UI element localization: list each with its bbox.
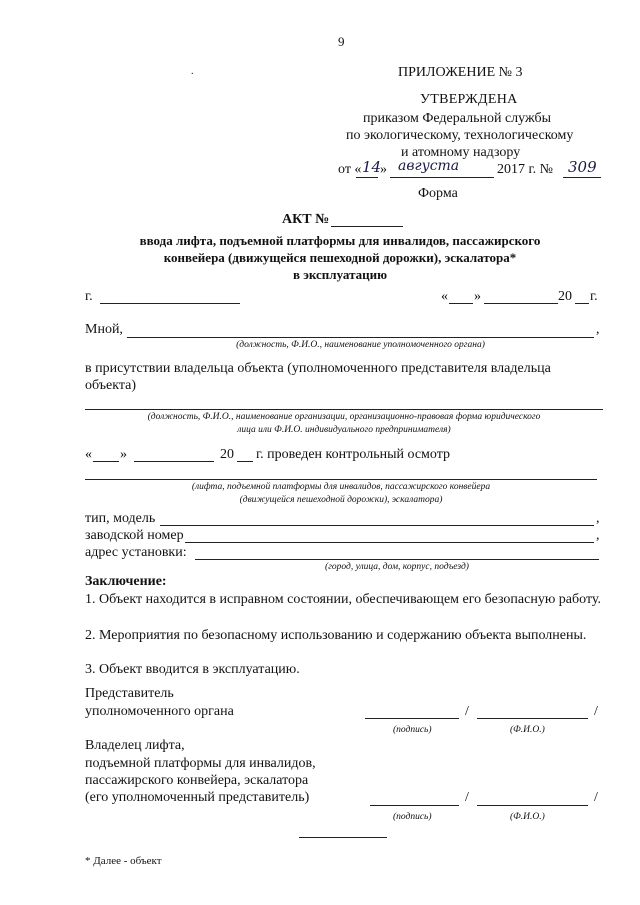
owner-line-3: пассажирского конвейера, эскалатора	[85, 773, 309, 788]
owner-signature-field	[370, 805, 459, 806]
object-caption-line-1: (лифта, подъемной платформы для инвалидов, пассажирского конвейера	[191, 482, 491, 492]
conclusion-title: Заключение:	[85, 574, 167, 589]
by-me-label: Мной,	[85, 322, 123, 337]
owner-caption-line-1: (должность, Ф.И.О., наименование организации, организационно-правовая форма юридического	[147, 412, 541, 422]
date-close-quote: »	[474, 289, 481, 304]
order-day-handwritten: 14	[362, 158, 382, 176]
city-label: г.	[85, 289, 93, 304]
serial-label: заводской номер	[85, 528, 184, 543]
by-me-comma: ,	[596, 322, 600, 337]
act-number-underline	[331, 226, 403, 227]
inspection-day-field	[93, 461, 119, 462]
footnote: * Далее - объект	[85, 855, 162, 867]
footnote-separator	[299, 837, 387, 838]
date-day-field	[449, 303, 473, 304]
address-caption: (город, улица, дом, корпус, подъезд)	[325, 562, 469, 572]
inspection-year-label: 20	[220, 447, 234, 462]
order-number-handwritten: 309	[568, 158, 597, 176]
address-label: адрес установки:	[85, 545, 187, 560]
rep-fio-field	[477, 718, 588, 719]
rep-line-1: Представитель	[85, 686, 174, 701]
owner-line-2: подъемной платформы для инвалидов,	[85, 756, 316, 771]
order-year-number-label: 2017 г. №	[497, 162, 554, 177]
rep-signature-field	[365, 718, 459, 719]
by-me-field	[127, 337, 594, 338]
type-field	[160, 525, 594, 526]
date-open-quote: «	[441, 289, 448, 304]
act-subtitle-line-3: в эксплуатацию	[292, 267, 388, 282]
inspection-date-close: »	[120, 447, 127, 462]
order-day-underline	[356, 177, 378, 178]
order-month-underline	[390, 177, 494, 178]
rep-signature-caption: (подпись)	[393, 725, 432, 735]
owner-signature-caption: (подпись)	[393, 812, 432, 822]
approved-label: УТВЕРЖДЕНА	[420, 92, 518, 107]
serial-comma: ,	[596, 528, 600, 543]
act-subtitle-line-2: конвейера (движущейся пешеходной дорожки), эскалатора*	[163, 250, 517, 265]
order-month-handwritten: августа	[398, 158, 460, 174]
order-number-underline	[563, 177, 601, 178]
owner-line-1: Владелец лифта,	[85, 738, 185, 753]
by-me-caption: (должность, Ф.И.О., наименование уполномоченного органа)	[236, 340, 485, 350]
order-line-2: по экологическому, технологическому	[346, 128, 574, 143]
act-title: АКТ №	[282, 212, 330, 227]
order-line-1: приказом Федеральной службы	[363, 111, 551, 126]
order-line-3: и атомному надзору	[401, 145, 521, 160]
order-date-prefix: от «	[338, 162, 362, 177]
object-caption-line-2: (движущейся пешеходной дорожки), эскалатора)	[239, 495, 443, 505]
presence-text: в присутствии владельца объекта (уполномоченного представителя владельца объекта)	[85, 361, 551, 393]
address-field	[195, 559, 599, 560]
inspection-year-field	[237, 461, 253, 462]
owner-fio-caption: (Ф.И.О.)	[510, 812, 545, 822]
date-month-field	[484, 303, 558, 304]
type-label: тип, модель	[85, 511, 156, 526]
act-subtitle-line-1: ввода лифта, подъемной платформы для инвалидов, пассажирского	[139, 233, 541, 248]
form-label: Форма	[418, 186, 458, 201]
conclusion-item-1: 1. Объект находится в исправном состоянии, обеспечивающем его безопасную работу.	[85, 592, 601, 607]
owner-slash-2: /	[594, 790, 598, 805]
rep-slash-1: /	[465, 704, 469, 719]
page-number: 9	[338, 34, 345, 49]
inspection-month-field	[134, 461, 214, 462]
year-field	[575, 303, 589, 304]
conclusion-item-2: 2. Мероприятия по безопасному использованию и содержанию объекта выполнены.	[85, 628, 587, 643]
type-comma: ,	[596, 511, 600, 526]
owner-field	[85, 409, 603, 410]
year-label: 20	[558, 289, 572, 304]
owner-slash-1: /	[465, 790, 469, 805]
rep-fio-caption: (Ф.И.О.)	[510, 725, 545, 735]
conclusion-item-3: 3. Объект вводится в эксплуатацию.	[85, 662, 300, 677]
owner-line-4: (его уполномоченный представитель)	[85, 790, 310, 805]
rep-line-2: уполномоченного органа	[85, 704, 234, 719]
order-date-mid: »	[380, 162, 387, 177]
object-field	[85, 479, 597, 480]
stray-dot: .	[191, 66, 194, 77]
inspection-date-open: «	[85, 447, 92, 462]
appendix-label: ПРИЛОЖЕНИЕ № 3	[398, 65, 523, 80]
serial-field	[185, 542, 594, 543]
year-suffix: г.	[590, 289, 598, 304]
owner-fio-field	[477, 805, 588, 806]
inspection-text: г. проведен контрольный осмотр	[256, 447, 451, 462]
city-field	[100, 303, 240, 304]
rep-slash-2: /	[594, 704, 598, 719]
owner-caption-line-2: лица или Ф.И.О. индивидуального предпринимателя)	[237, 425, 451, 435]
